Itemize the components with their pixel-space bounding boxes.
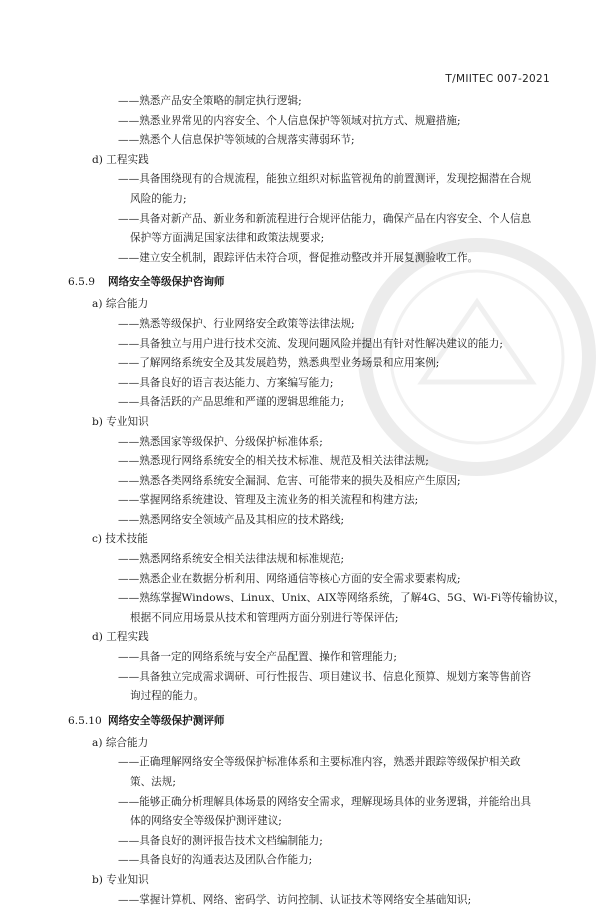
list-item: ——了解网络系统安全及其发展趋势，熟悉典型业务场景和应用案例; [118, 357, 440, 370]
list-item-continuation: 询过程的能力。 [130, 690, 205, 703]
list-item: ——正确理解网络安全等级保护标准体系和主要标准内容，熟悉并跟踪等级保护相关政 [118, 756, 521, 769]
subheading: d) 工程实践 [92, 153, 149, 166]
subheading: c) 技术技能 [92, 533, 148, 546]
list-item: ——熟悉业界常见的内容安全、个人信息保护等领域对抗方式、规避措施; [118, 114, 461, 127]
list-item: ——具备对新产品、新业务和新流程进行合规评估能力，确保产品在内容安全、个人信息 [118, 212, 532, 225]
list-item: ——熟悉个人信息保护等领域的合规落实薄弱环节; [118, 134, 355, 147]
subheading: a) 综合能力 [92, 736, 149, 749]
list-item: ——具备一定的网络系统与安全产品配置、操作和管理能力; [118, 651, 398, 664]
list-item: ——具备良好的沟通表达及团队合作能力; [118, 854, 313, 867]
list-item: ——具备良好的语言表达能力、方案编写能力; [118, 376, 334, 389]
list-item: ——熟悉网络安全领域产品及其相应的技术路线; [118, 513, 345, 526]
document-body [0, 92, 600, 910]
section-heading [0, 709, 600, 733]
subheading: d) 工程实践 [92, 631, 149, 644]
list-item: ——掌握网络系统建设、管理及主流业务的相关流程和构建方法; [118, 494, 419, 507]
list-item: ——熟悉国家等级保护、分级保护标准体系; [118, 435, 323, 448]
list-item: ——熟悉各类网络系统安全漏洞、危害、可能带来的损失及相应产生原因; [118, 474, 461, 487]
list-item-continuation: 保护等方面满足国家法律和政策法规要求; [130, 232, 325, 245]
section-heading [0, 270, 600, 294]
section-title: 网络安全等级保护测评师 [108, 714, 225, 727]
list-item: ——熟悉现行网络系统安全的相关技术标准、规范及相关法律法规; [118, 455, 429, 468]
list-item-continuation: 风险的能力; [130, 192, 187, 205]
subheading: a) 综合能力 [92, 298, 149, 311]
list-item: ——具备独立完成需求调研、可行性报告、项目建议书、信息化预算、规划方案等售前咨 [118, 670, 532, 683]
list-item: ——熟悉企业在数据分析利用、网络通信等核心方面的安全需求要素构成; [118, 572, 461, 585]
list-item: ——建立安全机制，跟踪评估未符合项，督促推动整改并开展复测验收工作。 [118, 251, 479, 264]
list-item: ——熟练掌握Windows、Linux、Unix、AIX等网络系统，了解4G、5G、Wi-Fi等传输协议， [118, 592, 565, 605]
list-item: ——能够正确分析理解具体场景的网络安全需求，理解现场具体的业务逻辑，并能给出具 [118, 795, 532, 808]
list-item: ——具备活跃的产品思维和严谨的逻辑思维能力; [118, 396, 345, 409]
subheading: b) 专业知识 [92, 873, 149, 886]
list-item-continuation: 策、法规; [130, 776, 176, 788]
list-item: ——具备围绕现有的合规流程，能独立组织对标监管视角的前置测评，发现挖掘潜在合规 [118, 173, 532, 186]
list-item: ——掌握计算机、网络、密码学、访问控制、认证技术等网络安全基础知识; [118, 893, 472, 906]
list-item: ——具备独立与用户进行技术交流、发现问题风险并提出有针对性解决建议的能力; [118, 337, 503, 350]
document-code: T/MIITEC 007-2021 [445, 73, 550, 85]
list-item-continuation: 体的网络安全等级保护测评建议; [130, 815, 282, 828]
list-item: ——具备良好的测评报告技术文档编制能力; [118, 834, 323, 847]
list-item: ——熟悉等级保护、行业网络安全政策等法律法规; [118, 317, 355, 330]
section-number: 6.5.10 [68, 714, 102, 727]
list-item-continuation: 根据不同应用场景从技术和管理两方面分别进行等保评估; [130, 611, 399, 624]
subheading: b) 专业知识 [92, 415, 149, 428]
list-item: ——熟悉产品安全策略的制定执行逻辑; [118, 95, 302, 107]
list-item: ——熟悉网络系统安全相关法律法规和标准规范; [118, 553, 345, 566]
section-title: 网络安全等级保护咨询师 [108, 276, 225, 289]
section-number: 6.5.9 [68, 276, 95, 289]
